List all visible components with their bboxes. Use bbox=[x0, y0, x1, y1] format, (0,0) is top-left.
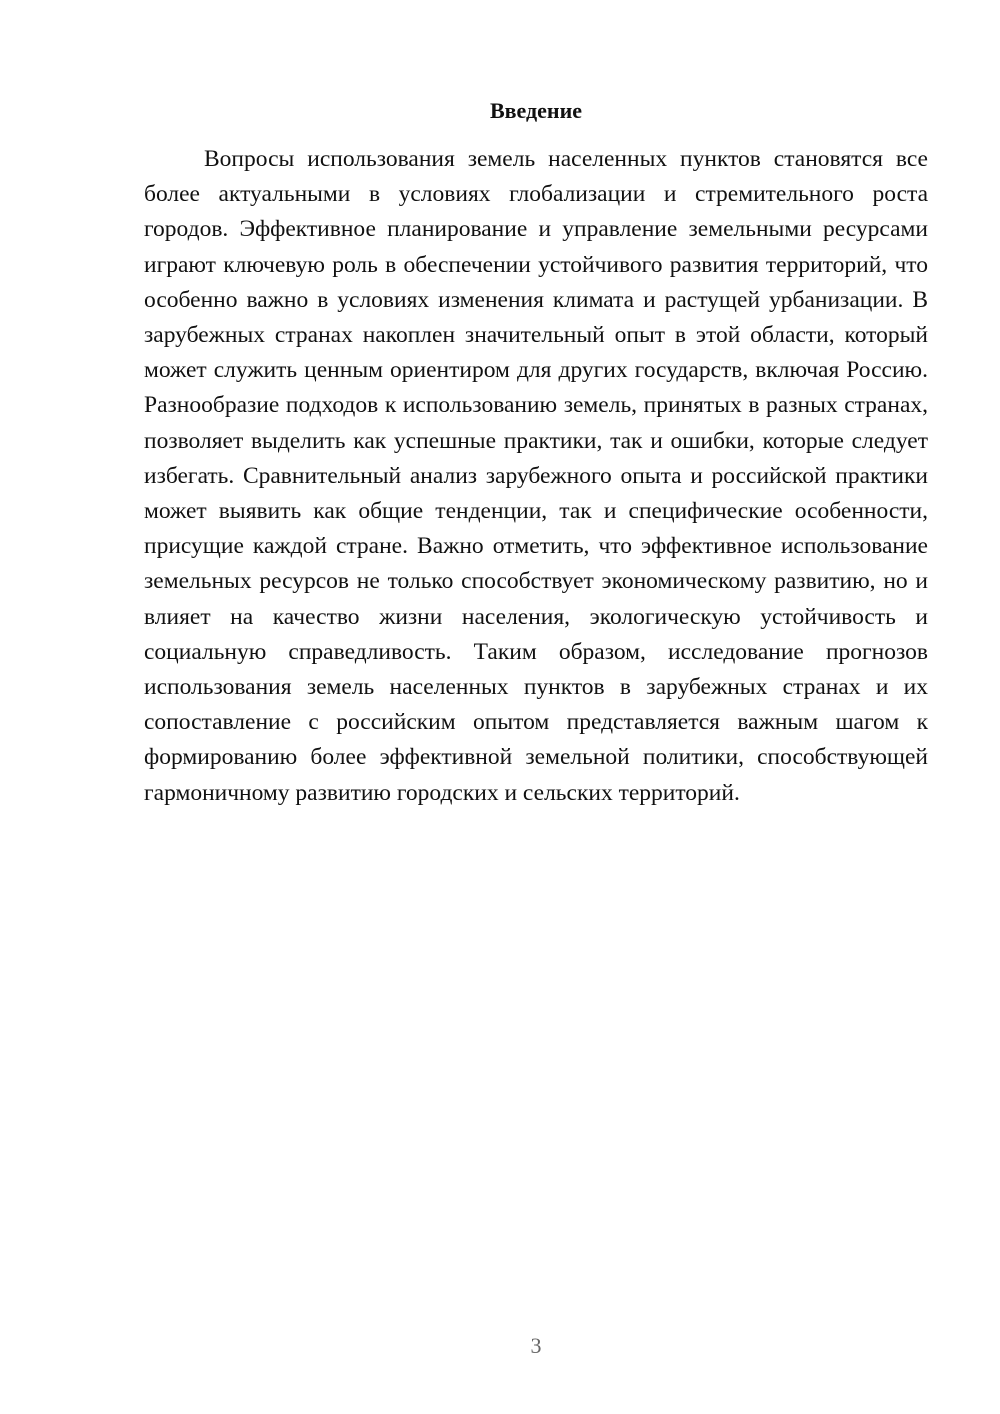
body-paragraph: Вопросы использования земель населенных пунктов становятся все более актуальными в условиях глобализации и стремительного роста городов. Эффективное планирование и управление земельными ресурсами играют ключевую роль в обеспечении устойчивого развития территорий, что особенно важно в условиях изменения климата и растущей урбанизации. В зарубежных странах накоплен значительный опыт в этой области, который может служить ценным ориентиром для других государств, включая Россию. Разнообразие подходов к использованию земель, принятых в разных странах, позволяет выделить как успешные практики, так и ошибки, которые следует избегать. Сравнительный анализ зарубежного опыта и российской практики может выявить как общие тенденции, так и специфические особенности, присущие каждой стране. Важно отметить, что эффективное использование земельных ресурсов не только способствует экономическому развитию, но и влияет на качество жизни населения, экологическую устойчивость и социальную справедливость. Таким образом, исследование прогнозов использования земель населенных пунктов в зарубежных странах и их сопоставление с российским опытом представляется важным шагом к формированию более эффективной земельной политики, способствующей гармоничному развитию городских и сельских территорий. bbox=[144, 146, 928, 806]
page-number: 3 bbox=[530, 1333, 542, 1358]
section-heading: Введение bbox=[489, 98, 583, 123]
